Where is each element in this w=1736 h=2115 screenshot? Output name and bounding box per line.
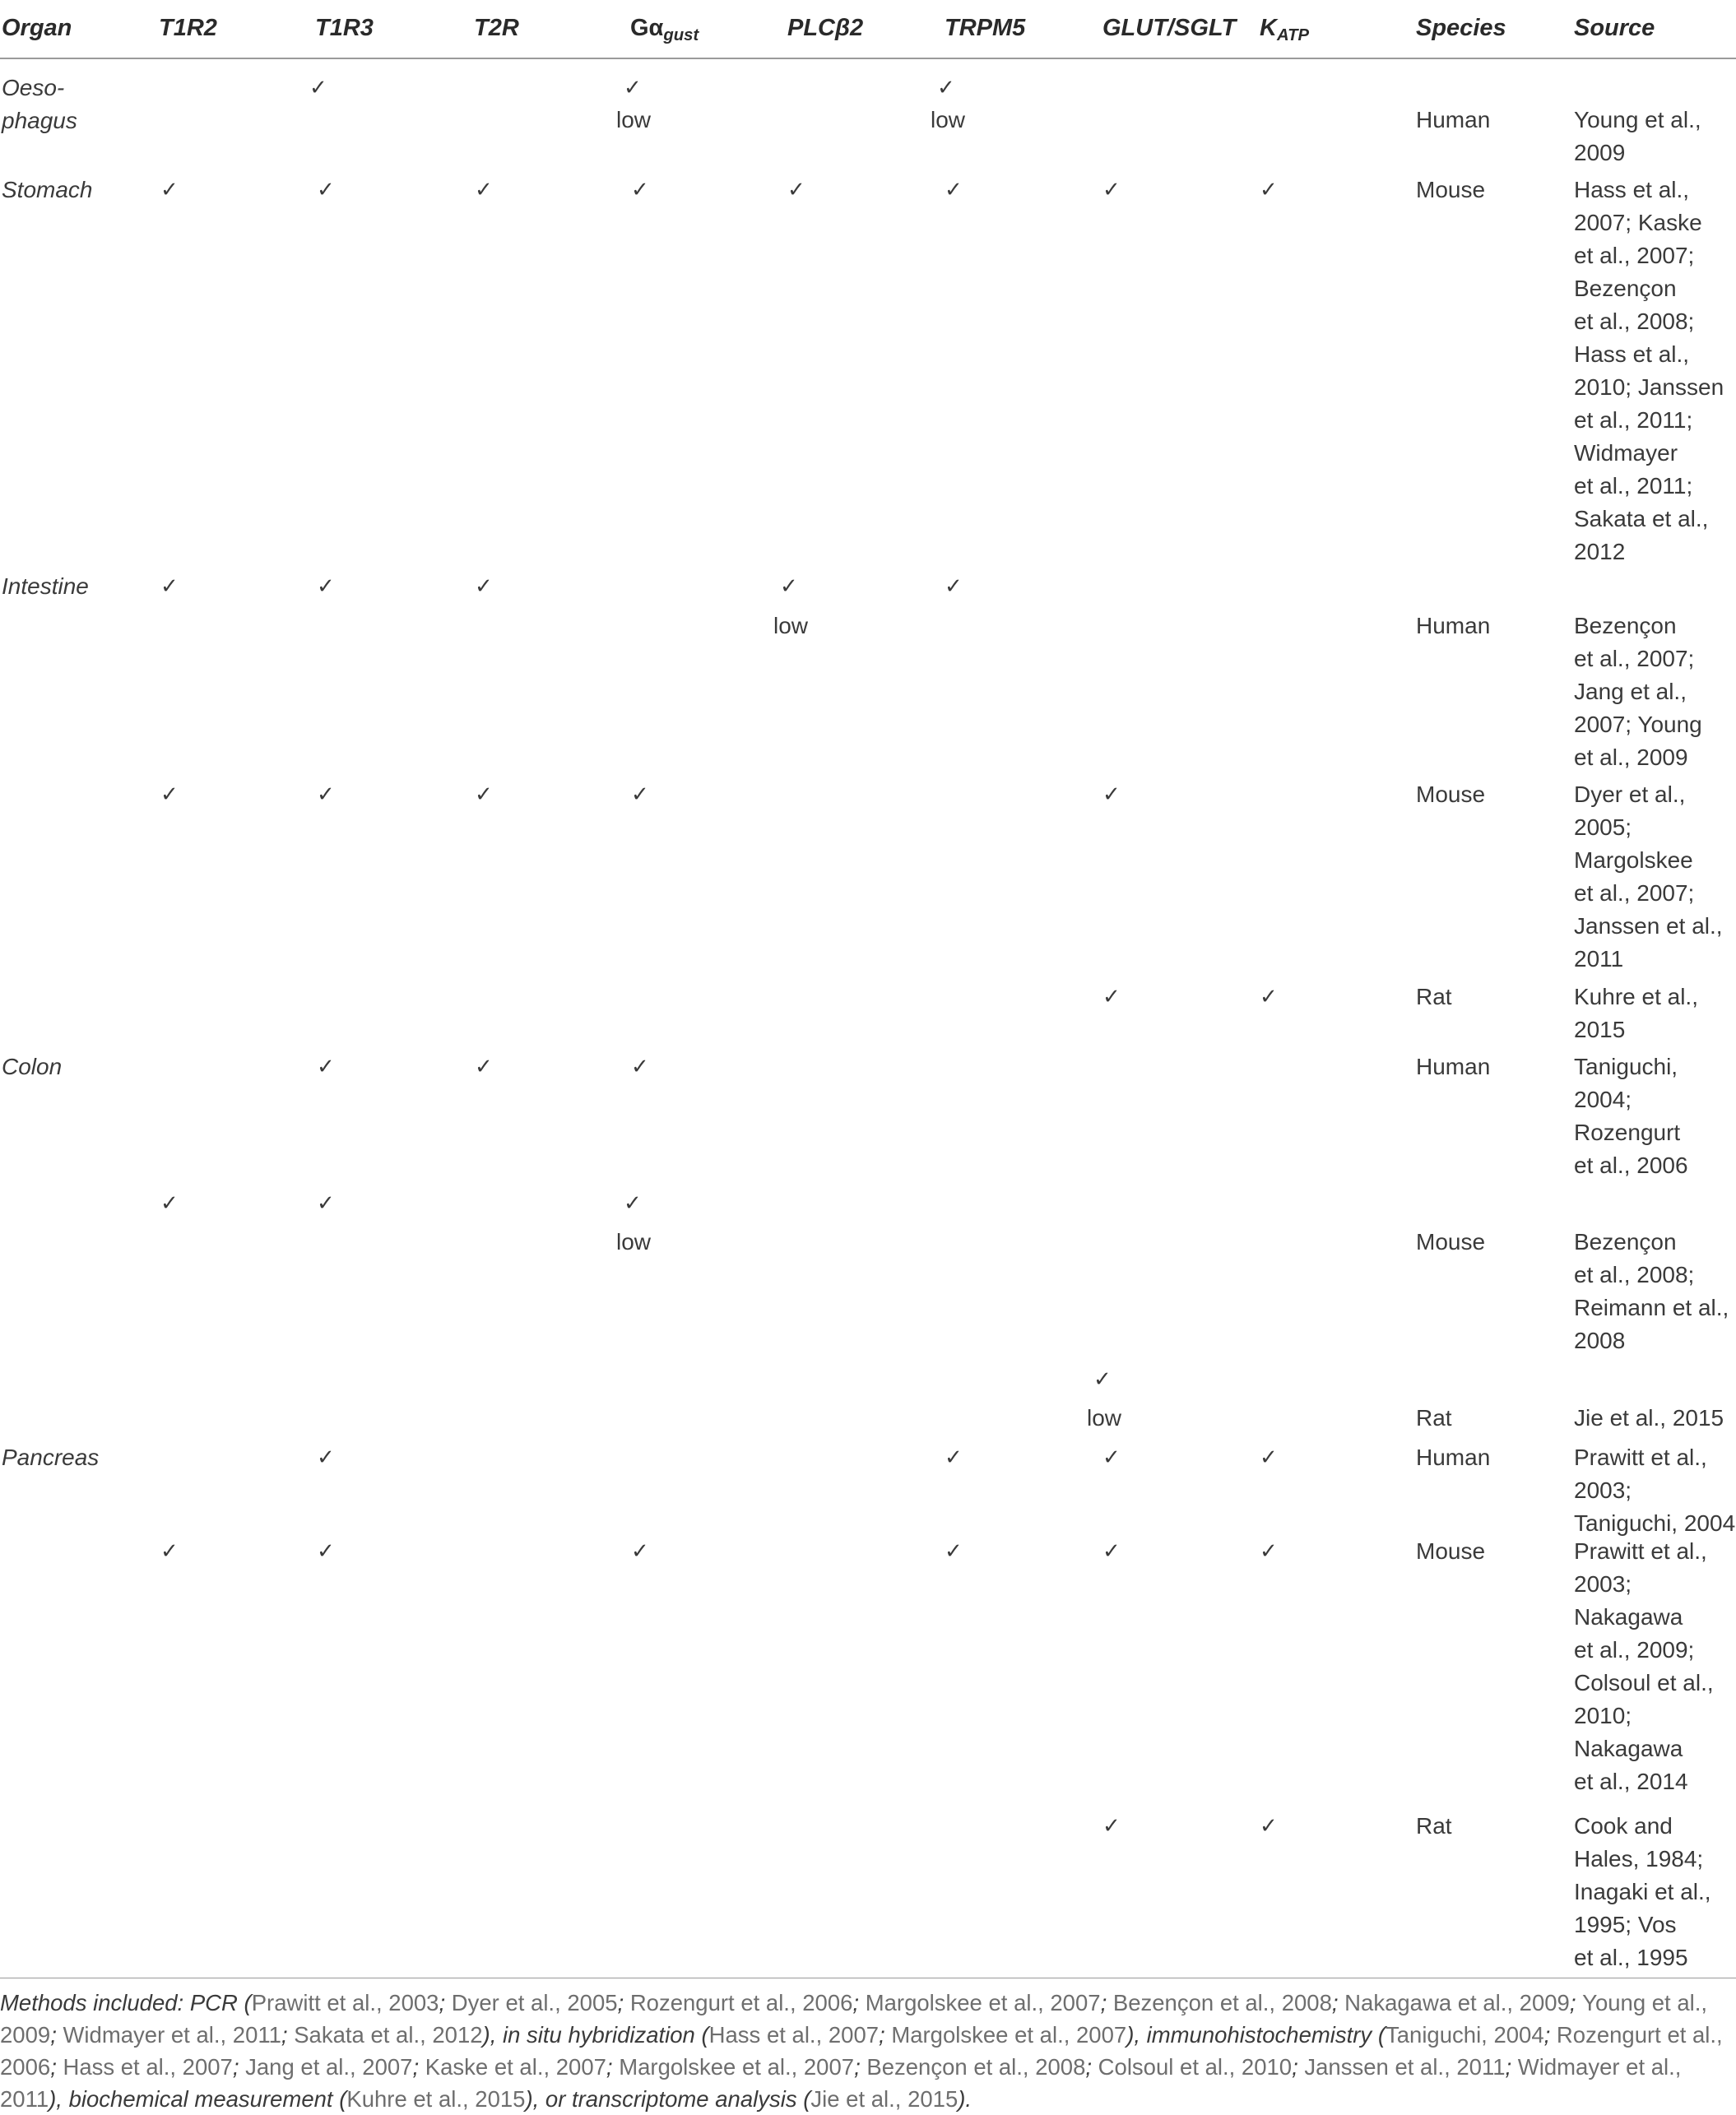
footnote-citation[interactable]: Margolskee et al., 2007 — [891, 2022, 1127, 2048]
mark-intestine-rat-glut: ✓ — [1102, 985, 1121, 1009]
mark-pancreas-rat-glut: ✓ — [1102, 1814, 1121, 1839]
species-intestine-mouse: Mouse — [1416, 782, 1486, 807]
footnote-citation[interactable]: Sakata et al., 2012 — [294, 2022, 483, 2048]
footnote-citation[interactable]: Prawitt et al., 2003 — [251, 1990, 439, 2015]
header-galpha-gust — [630, 12, 699, 52]
source-oesophagus-human: Young et al., 2009 — [1574, 107, 1701, 165]
footnote-text: Methods included: PCR ( — [0, 1990, 252, 2015]
source-colon-human: Taniguchi, 2004; Rozengurt et al., 2006 — [1574, 1054, 1688, 1178]
footnote-citation[interactable]: Hass et al., 2007 — [708, 2022, 880, 2048]
mark-pancreas-human-glut: ✓ — [1102, 1445, 1121, 1470]
source-pancreas-mouse: Prawitt et al., 2003; Nakagawa et al., 2009; Colsoul et al., 2010; Nakagawa et al., 2014 — [1574, 1538, 1714, 1794]
mark-intestine-human-t2r: ✓ — [475, 574, 493, 599]
mark-intestine-mouse-glut: ✓ — [1102, 782, 1121, 807]
footnote-separator: ; — [50, 2054, 63, 2080]
mark-pancreas-human-katp: ✓ — [1260, 1445, 1278, 1470]
organ-colon: Colon — [2, 1054, 63, 1079]
mark-colon-rat-glut: ✓ — [1093, 1367, 1112, 1392]
header-t1r2: T1R2 — [159, 15, 217, 41]
low-oesophagus-trpm5: low — [931, 107, 966, 132]
species-stomach-mouse: Mouse — [1416, 177, 1486, 202]
header-katp-base: K — [1260, 15, 1277, 41]
footnote-citation[interactable]: Rozengurt et al., 2006 — [629, 1990, 853, 2015]
footnote-separator: ; — [854, 2054, 867, 2080]
footnote-separator: ; — [50, 2022, 63, 2048]
header-katp-sub: ATP — [1276, 26, 1310, 44]
mark-oesophagus-galpha: ✓ — [624, 76, 642, 100]
footnote-citation[interactable]: Nakagawa et al., 2009 — [1344, 1990, 1570, 2015]
species-colon-mouse: Mouse — [1416, 1229, 1486, 1255]
footnote-citation[interactable]: Widmayer et al., 2011 — [63, 2022, 281, 2048]
mark-pancreas-mouse-galpha: ✓ — [631, 1539, 649, 1564]
footnote-separator: ; — [617, 1990, 630, 2015]
mark-intestine-human-plcb2: ✓ — [780, 574, 798, 599]
mark-stomach-t1r2: ✓ — [160, 178, 179, 202]
footnote-citation[interactable]: Young et al., 2009 — [0, 1990, 1708, 2048]
footnote-citation[interactable]: Colsoul et al., 2010 — [1098, 2054, 1293, 2080]
footnote-separator: ; — [1505, 2054, 1518, 2080]
header-rule — [0, 58, 1736, 59]
source-colon-mouse: Bezençon et al., 2008; Reimann et al., 2008 — [1574, 1229, 1729, 1353]
header-t1r3: T1R3 — [315, 15, 374, 41]
footnote-separator: ; — [1292, 2054, 1305, 2080]
species-oesophagus-human: Human — [1416, 107, 1491, 132]
species-pancreas-mouse: Mouse — [1416, 1538, 1486, 1564]
footnote-citation[interactable]: Kuhre et al., 2015 — [346, 2086, 526, 2112]
footnote-separator: ; — [1331, 1990, 1345, 2015]
header-plcb2: PLCβ2 — [787, 15, 864, 41]
species-intestine-human: Human — [1416, 613, 1491, 638]
footnote-citation[interactable]: Bezençon et al., 2008 — [866, 2054, 1086, 2080]
mark-pancreas-human-trpm5: ✓ — [945, 1445, 963, 1470]
footnote-text: ). — [958, 2086, 972, 2112]
low-oesophagus-galpha: low — [616, 107, 652, 132]
mark-colon-mouse-t1r3: ✓ — [317, 1191, 335, 1216]
source-pancreas-human: Prawitt et al., 2003; Taniguchi, 2004 — [1574, 1445, 1736, 1536]
footnote-separator: ; — [1543, 2022, 1557, 2048]
footnote-citation[interactable]: Dyer et al., 2005 — [451, 1990, 618, 2015]
species-intestine-rat: Rat — [1416, 984, 1452, 1009]
footnote-separator: ; — [606, 2054, 620, 2080]
mark-pancreas-mouse-t1r2: ✓ — [160, 1539, 179, 1564]
header-katp — [1260, 12, 1309, 52]
mark-pancreas-mouse-trpm5: ✓ — [945, 1539, 963, 1564]
source-colon-rat: Jie et al., 2015 — [1574, 1405, 1724, 1431]
footnote-separator: ; — [281, 2022, 295, 2048]
low-colon-rat-glut: low — [1087, 1405, 1122, 1431]
footnote-citation[interactable]: Bezençon et al., 2008 — [1112, 1990, 1332, 2015]
species-colon-human: Human — [1416, 1054, 1491, 1079]
mark-stomach-glut: ✓ — [1102, 178, 1121, 202]
mark-intestine-mouse-t1r3: ✓ — [317, 782, 335, 807]
organ-intestine: Intestine — [2, 573, 89, 599]
footnote-separator: ; — [412, 2054, 425, 2080]
footnote-separator: ; — [852, 1990, 866, 2015]
footnote-separator: ; — [1569, 1990, 1583, 2015]
header-galpha-sub: gust — [663, 26, 699, 44]
mark-stomach-plcb2: ✓ — [787, 178, 805, 202]
organ-pancreas: Pancreas — [2, 1445, 100, 1470]
mark-intestine-rat-katp: ✓ — [1260, 985, 1278, 1009]
mark-pancreas-human-t1r3: ✓ — [317, 1445, 335, 1470]
species-pancreas-rat: Rat — [1416, 1813, 1452, 1839]
footnote-separator: ; — [879, 2022, 892, 2048]
mark-intestine-mouse-t1r2: ✓ — [160, 782, 179, 807]
source-intestine-rat: Kuhre et al., 2015 — [1574, 984, 1698, 1042]
mark-oesophagus-trpm5: ✓ — [937, 76, 955, 100]
species-colon-rat: Rat — [1416, 1405, 1452, 1431]
mark-pancreas-mouse-glut: ✓ — [1102, 1539, 1121, 1564]
table-footnote — [0, 1987, 1728, 2115]
mark-colon-human-t2r: ✓ — [475, 1055, 493, 1079]
footnote-citation[interactable]: Kaske et al., 2007 — [425, 2054, 606, 2080]
source-intestine-mouse: Dyer et al., 2005; Margolskee et al., 2007; Janssen et al., 2011 — [1574, 782, 1723, 972]
mark-intestine-mouse-galpha: ✓ — [631, 782, 649, 807]
footnote-citation[interactable]: Taniguchi, 2004 — [1385, 2022, 1544, 2048]
header-galpha-base: Gα — [630, 15, 664, 41]
mark-stomach-katp: ✓ — [1260, 178, 1278, 202]
footnote-citation[interactable]: Jie et al., 2015 — [810, 2086, 959, 2112]
mark-pancreas-rat-katp: ✓ — [1260, 1814, 1278, 1839]
footnote-separator: ; — [1085, 2054, 1098, 2080]
mark-colon-human-galpha: ✓ — [631, 1055, 649, 1079]
header-glut-sglt: GLUT/SGLT — [1102, 15, 1237, 41]
footnote-text: ), biochemical measurement ( — [49, 2086, 347, 2112]
footnote-text: ), or transcriptome analysis ( — [525, 2086, 811, 2112]
low-colon-mouse-galpha: low — [616, 1229, 652, 1255]
header-source: Source — [1574, 15, 1655, 41]
source-intestine-human: Bezençon et al., 2007; Jang et al., 2007; Young et al., 2009 — [1574, 613, 1702, 770]
footnote-citation[interactable]: Margolskee et al., 2007 — [619, 2054, 855, 2080]
header-species: Species — [1416, 15, 1506, 41]
footnote-separator: ; — [1100, 1990, 1113, 2015]
header-organ: Organ — [2, 15, 72, 41]
low-intestine-human-plcb2: low — [773, 613, 809, 638]
footnote-separator: ; — [439, 1990, 452, 2015]
mark-colon-human-t1r3: ✓ — [317, 1055, 335, 1079]
footnote-citation[interactable]: Rozengurt et al., 2006 — [0, 2022, 1723, 2080]
mark-stomach-galpha: ✓ — [631, 178, 649, 202]
footnote-citation[interactable]: Margolskee et al., 2007 — [865, 1990, 1101, 2015]
footnote-text: ), in situ hybridization ( — [482, 2022, 709, 2048]
organ-oesophagus: Oeso- phagus — [2, 75, 77, 133]
mark-intestine-mouse-t2r: ✓ — [475, 782, 493, 807]
mark-intestine-human-t1r3: ✓ — [317, 574, 335, 599]
header-trpm5: TRPM5 — [945, 15, 1026, 41]
source-pancreas-rat: Cook and Hales, 1984; Inagaki et al., 1995; Vos et al., 1995 — [1574, 1813, 1711, 1970]
footnote-citation[interactable]: Hass et al., 2007 — [63, 2054, 233, 2080]
source-stomach-mouse: Hass et al., 2007; Kaske et al., 2007; Bezençon et al., 2008; Hass et al., 2010; Janssen et al., 2011; Widmayer et al., 2011; Sakata et al., 2012 — [1574, 177, 1724, 564]
organ-stomach: Stomach — [2, 177, 93, 202]
header-t2r: T2R — [474, 15, 519, 41]
mark-colon-mouse-galpha: ✓ — [624, 1191, 642, 1216]
mark-stomach-trpm5: ✓ — [945, 178, 963, 202]
footnote-citation[interactable]: Widmayer et al., 2011 — [0, 2054, 1682, 2112]
footnote-citation[interactable]: Jang et al., 2007 — [245, 2054, 413, 2080]
mark-stomach-t1r3: ✓ — [317, 178, 335, 202]
mark-pancreas-mouse-t1r3: ✓ — [317, 1539, 335, 1564]
mark-stomach-t2r: ✓ — [475, 178, 493, 202]
mark-intestine-human-t1r2: ✓ — [160, 574, 179, 599]
footnote-citation[interactable]: Janssen et al., 2011 — [1304, 2054, 1506, 2080]
species-pancreas-human: Human — [1416, 1445, 1491, 1470]
mark-colon-mouse-t1r2: ✓ — [160, 1191, 179, 1216]
mark-oesophagus-t1r3: ✓ — [309, 76, 327, 100]
footnote-separator: ; — [232, 2054, 246, 2080]
mark-intestine-human-trpm5: ✓ — [945, 574, 963, 599]
footnote-text: ), immunohistochemistry ( — [1126, 2022, 1386, 2048]
mark-pancreas-mouse-katp: ✓ — [1260, 1539, 1278, 1564]
